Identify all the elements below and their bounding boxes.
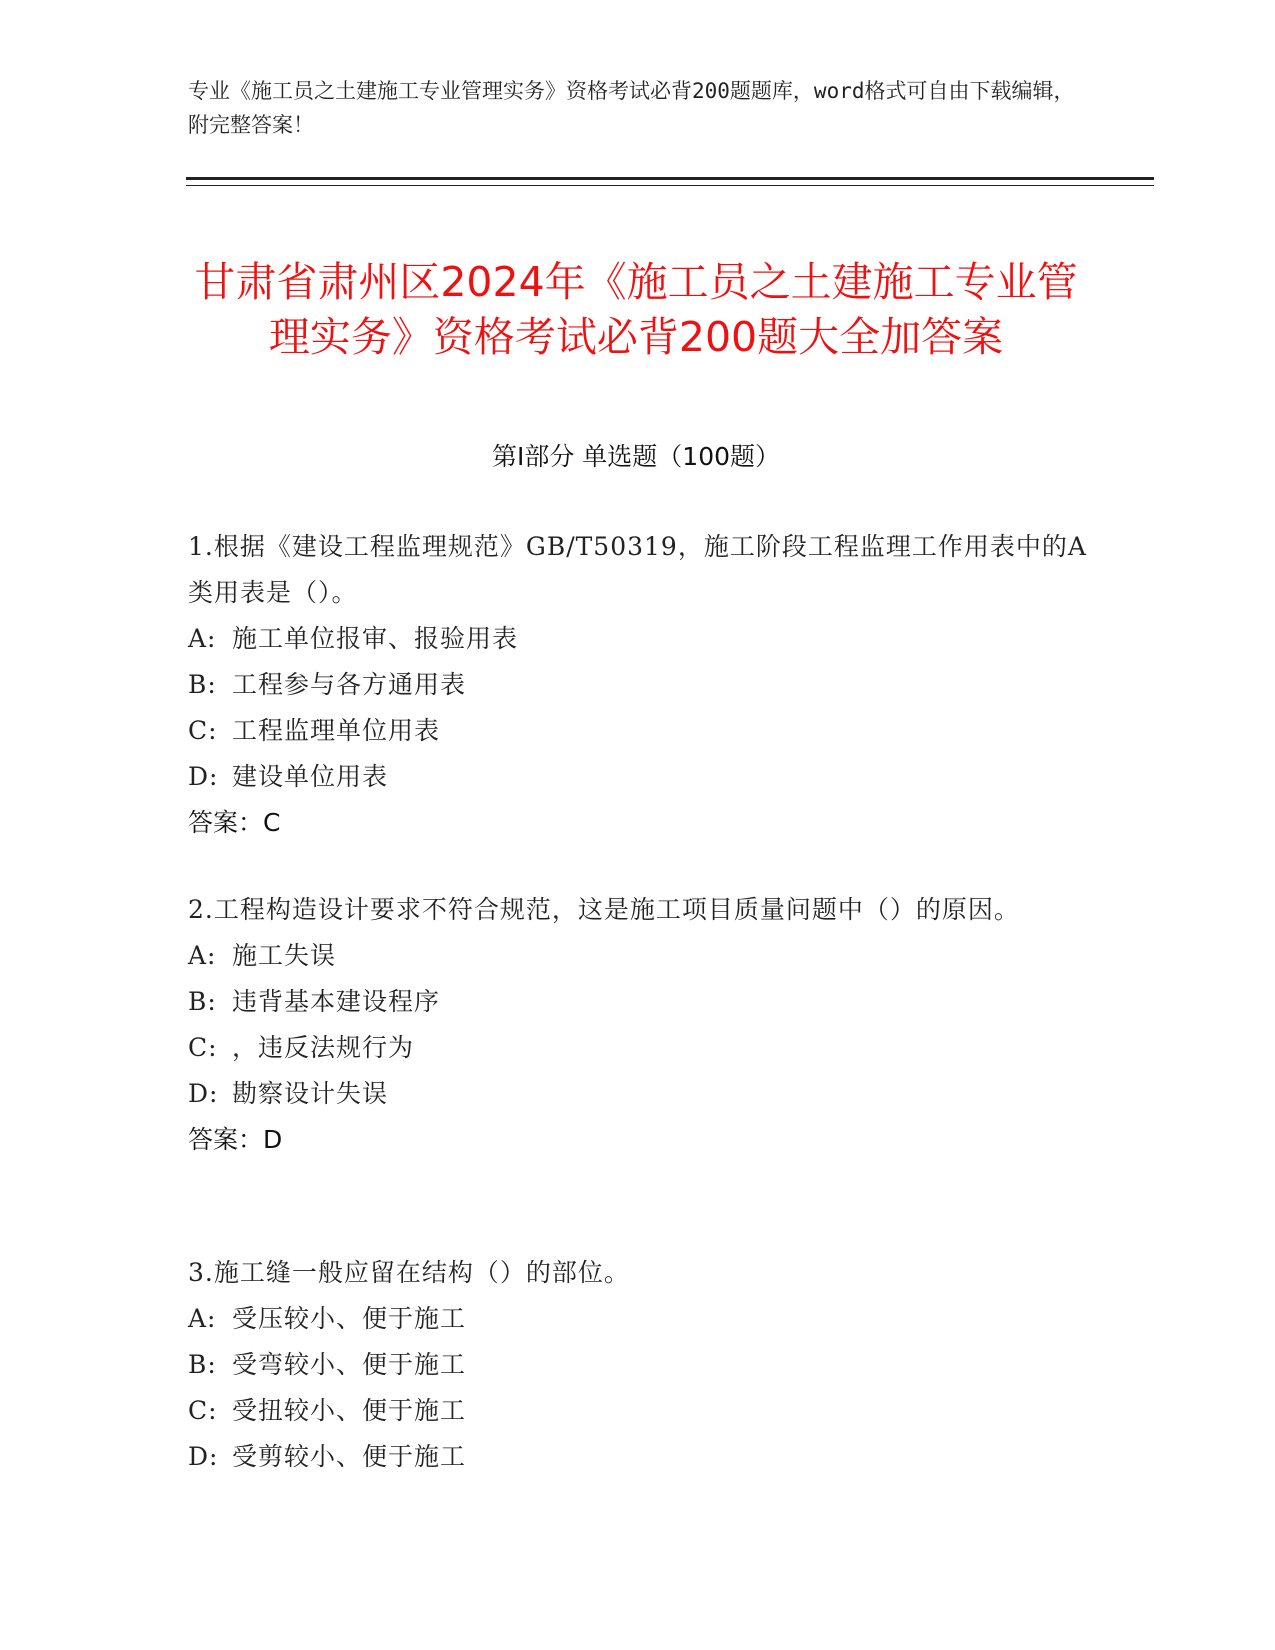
option-text: ，违反法规行为: [232, 1033, 415, 1062]
option-text: 工程参与各方通用表: [232, 670, 467, 699]
option-key: C:: [188, 716, 218, 745]
option-text: 施工失误: [232, 941, 337, 970]
question-item: [188, 524, 1088, 846]
option-key: A:: [188, 941, 217, 970]
option-key: D:: [188, 1442, 219, 1471]
option-a: [188, 1296, 1088, 1342]
option-text: 受弯较小、便于施工: [232, 1350, 467, 1379]
option-key: C:: [188, 1396, 218, 1425]
document-title: 甘肃省肃州区2024年《施工员之土建施工专业管理实务》资格考试必背200题大全加答案: [194, 258, 1078, 362]
option-d: [188, 1071, 1088, 1117]
option-key: C:: [188, 1033, 218, 1062]
option-d: [188, 754, 1088, 800]
option-key: B:: [188, 670, 217, 699]
question-item: [188, 887, 1088, 1163]
option-key: D:: [188, 762, 219, 791]
option-a: [188, 933, 1088, 979]
question-stem: 2.工程构造设计要求不符合规范，这是施工项目质量问题中（）的原因。: [188, 895, 1020, 924]
answer-line: 答案：C: [188, 808, 281, 837]
option-text: 勘察设计失误: [232, 1079, 389, 1108]
option-text: 受剪较小、便于施工: [232, 1442, 467, 1471]
option-b: [188, 662, 1088, 708]
option-text: 建设单位用表: [232, 762, 389, 791]
question-stem: 1.根据《建设工程监理规范》GB/T50319，施工阶段工程监理工作用表中的A类用表是（）。: [188, 532, 1087, 607]
option-d: [188, 1434, 1088, 1480]
option-b: [188, 979, 1088, 1025]
option-c: [188, 1388, 1088, 1434]
option-key: A:: [188, 1304, 217, 1333]
option-key: B:: [188, 1350, 217, 1379]
option-text: 违背基本建设程序: [232, 987, 441, 1016]
header-rule-thin: [186, 185, 1154, 186]
option-key: A:: [188, 624, 217, 653]
option-key: B:: [188, 987, 217, 1016]
option-text: 工程监理单位用表: [232, 716, 441, 745]
option-text: 施工单位报审、报验用表: [232, 624, 519, 653]
option-key: D:: [188, 1079, 219, 1108]
option-c: [188, 708, 1088, 754]
option-a: [188, 616, 1088, 662]
option-c: [188, 1025, 1088, 1071]
option-b: [188, 1342, 1088, 1388]
header-note: 专业《施工员之土建施工专业管理实务》资格考试必背200题题库，word格式可自由下载编辑，附完整答案！: [188, 79, 1075, 137]
option-text: 受扭较小、便于施工: [232, 1396, 467, 1425]
question-stem: 3.施工缝一般应留在结构（）的部位。: [188, 1258, 630, 1287]
answer-line: 答案：D: [188, 1125, 283, 1154]
question-item: [188, 1250, 1088, 1480]
header-rule-thick: [186, 177, 1154, 180]
option-text: 受压较小、便于施工: [232, 1304, 467, 1333]
section-heading: 第I部分 单选题（100题）: [491, 442, 781, 471]
